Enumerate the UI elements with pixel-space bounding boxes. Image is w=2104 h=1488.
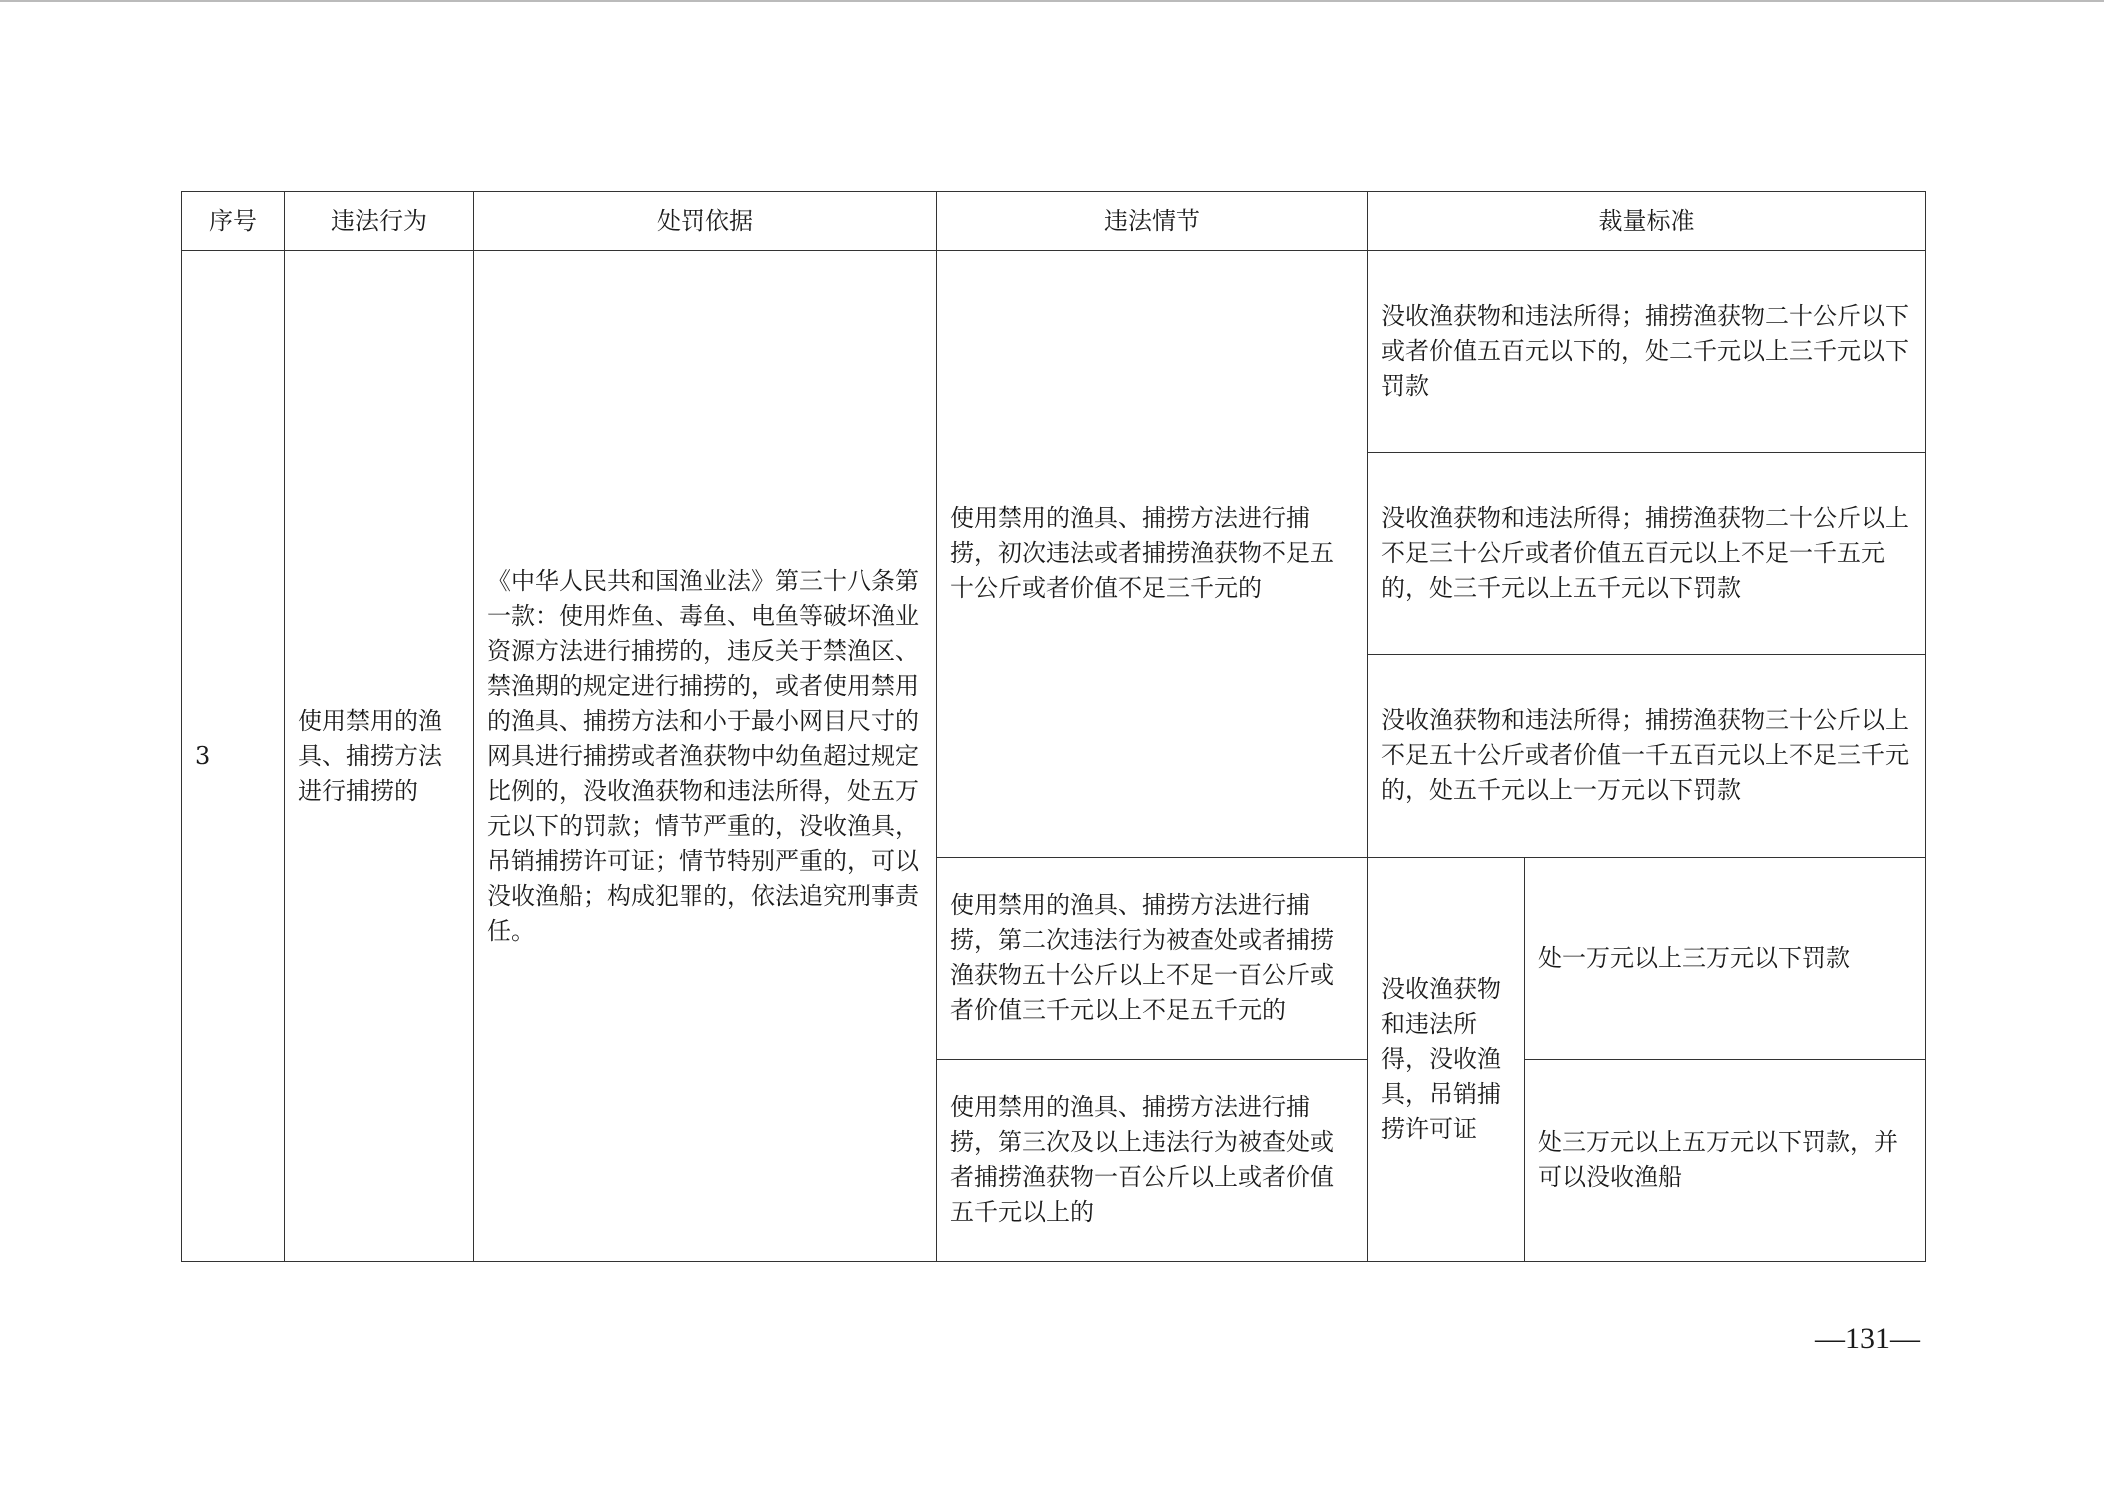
circumstance-third-offense: 使用禁用的渔具、捕捞方法进行捕捞，第三次及以上违法行为被查处或者捕捞渔获物一百公斤以上或者价值五千元以上的 [937,1059,1368,1261]
header-index: 序号 [182,192,285,251]
header-row [182,192,1926,251]
circumstance-first-offense: 使用禁用的渔具、捕捞方法进行捕捞，初次违法或者捕捞渔获物不足五十公斤或者价值不足三千元的 [937,251,1368,858]
header-circumstance: 违法情节 [937,192,1368,251]
row-index: 3 [182,251,285,1262]
row-violation: 使用禁用的渔具、捕捞方法进行捕捞的 [285,251,474,1262]
header-violation: 违法行为 [285,192,474,251]
shared-measure: 没收渔获物和违法所得，没收渔具，吊销捕捞许可证 [1368,857,1525,1261]
header-basis: 处罚依据 [474,192,937,251]
discretion-standard-table [181,191,1926,1262]
circumstance-second-offense: 使用禁用的渔具、捕捞方法进行捕捞，第二次违法行为被查处或者捕捞渔获物五十公斤以上不足一百公斤或者价值三千元以上不足五千元的 [937,857,1368,1059]
table-row [182,251,1926,453]
header-standard: 裁量标准 [1368,192,1926,251]
standard-repeat-1: 处一万元以上三万元以下罚款 [1525,857,1926,1059]
page-number: —131— [1815,1322,1920,1355]
standard-tier-3: 没收渔获物和违法所得；捕捞渔获物三十公斤以上不足五十公斤或者价值一千五百元以上不足三千元的，处五千元以上一万元以下罚款 [1368,655,1926,857]
standard-repeat-2: 处三万元以上五万元以下罚款，并可以没收渔船 [1525,1059,1926,1261]
page-top-edge [0,0,2104,2]
standard-tier-2: 没收渔获物和违法所得；捕捞渔获物二十公斤以上不足三十公斤或者价值五百元以上不足一千五元的，处三千元以上五千元以下罚款 [1368,453,1926,655]
row-basis: 《中华人民共和国渔业法》第三十八条第一款：使用炸鱼、毒鱼、电鱼等破坏渔业资源方法进行捕捞的，违反关于禁渔区、禁渔期的规定进行捕捞的，或者使用禁用的渔具、捕捞方法和小于最小网目尺寸的网具进行捕捞或者渔获物中幼鱼超过规定比例的，没收渔获物和违法所得，处五万元以下的罚款；情节严重的，没收渔具，吊销捕捞许可证；情节特别严重的，可以没收渔船；构成犯罪的，依法追究刑事责任。 [474,251,937,1262]
standard-tier-1: 没收渔获物和违法所得；捕捞渔获物二十公斤以下或者价值五百元以下的，处二千元以上三千元以下罚款 [1368,251,1926,453]
